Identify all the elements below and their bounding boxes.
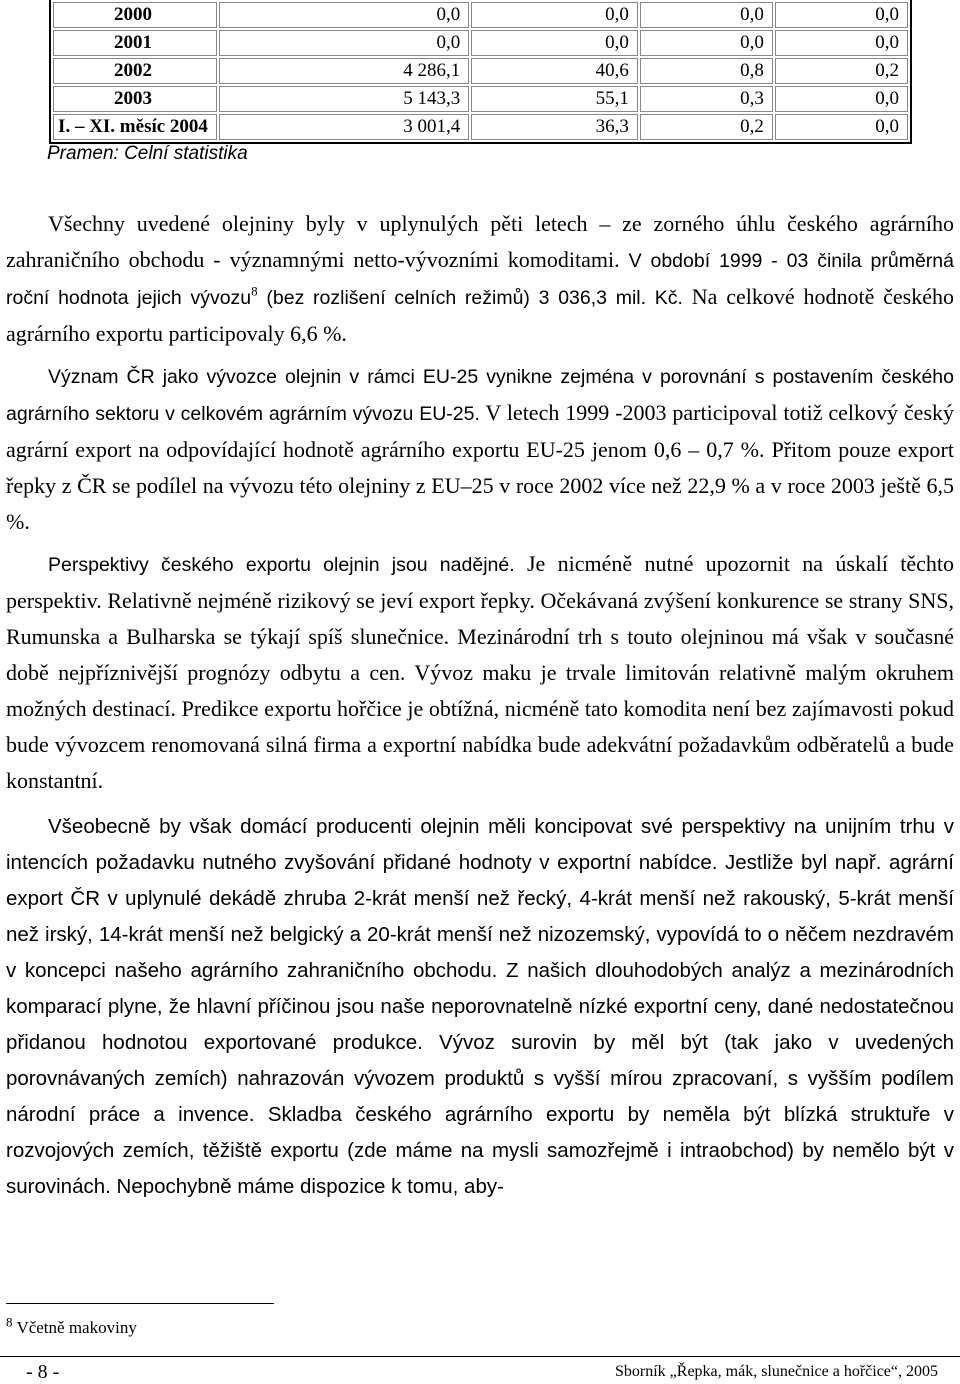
footer-title: Sborník „Řepka, mák, slunečnice a hořčice“, 2005: [615, 1363, 938, 1380]
paragraph-1: [6, 206, 954, 352]
value-cell: 0,0: [775, 30, 908, 56]
value-cell: 0,3: [640, 86, 773, 112]
export-table: [51, 0, 910, 142]
footnote: [6, 1314, 137, 1338]
value-cell: 0,0: [219, 30, 469, 56]
footnote-divider: [6, 1303, 274, 1304]
table-row: [53, 30, 908, 56]
year-cell: 2003: [53, 86, 217, 112]
table-row: [53, 2, 908, 28]
paragraph-1-part-b: V období 1999 - 03 činila průměrná roční hodnota jejich vývozu: [6, 250, 954, 309]
value-cell: 55,1: [471, 86, 638, 112]
paragraph-1-part-a: Všechny uvedené olejniny byly v uplynulých pěti letech – ze zorného úhlu českého agrárního zahraničního obchodu - významnými netto-vývozními komoditami.: [6, 211, 954, 272]
table-row: [53, 58, 908, 84]
year-cell: I. – XI. měsíc 2004: [53, 114, 217, 140]
year-cell: 2002: [53, 58, 217, 84]
value-cell: 36,3: [471, 114, 638, 140]
year-cell: 2001: [53, 30, 217, 56]
paragraph-3: [6, 546, 954, 799]
value-cell: 0,0: [640, 30, 773, 56]
footnote-ref: 8: [251, 283, 258, 299]
value-cell: 0,0: [640, 2, 773, 28]
page-number: - 8 -: [26, 1361, 60, 1383]
paragraph-1-part-d: Na celkové hodnotě českého agrárního exportu participovaly 6,6 %.: [6, 284, 955, 346]
value-cell: 0,2: [640, 114, 773, 140]
paragraph-1-part-c: (bez rozlišení celních režimů) 3 036,3 mil. Kč.: [257, 287, 683, 309]
paragraph-4: Všeobecně by však domácí producenti olejnin měli koncipovat své perspektivy na unijním trhu v intencích požadavku nutného zvyšování přidané hodnoty v exportní nabídce. Jestliže byl např. agrární export ČR v uplynulé dekádě zhruba 2-krát menší než řecký, 4-krát menší než rakouský, 5-krát menší než irský, 14-krát menší než belgický a 20-krát menší než nizozemský, vypovídá to o něčem nezdravém v koncepci našeho agrárního zahraničního obchodu. Z našich dlouhodobých analýz a mezinárodních komparací plyne, že hlavní příčinou jsou naše neporovnatelně nízké exportní ceny, dané nedostatečnou přidanou hodnotou exportované produkce. Vývoz surovin by měl být (tak jako v uvedených porovnávaných zemích) nahrazován vývozem produktů s vyšší mírou zpracovaní, s vyšším podílem národní práce a invence. Skladba českého agrárního exportu by neměla být blízká struktuře v rozvojových zemích, těžiště exportu (zde máme na mysli samozřejmě i intraobchod) by nemělo být v surovinách. Nepochybně máme dispozice k tomu, aby-: [6, 815, 954, 1198]
body-text: [6, 206, 954, 1205]
value-cell: 5 143,3: [219, 86, 469, 112]
table-source: Pramen: Celní statistika: [47, 143, 248, 164]
value-cell: 0,0: [775, 2, 908, 28]
value-cell: 0,0: [775, 114, 908, 140]
footnote-text: Včetně makoviny: [12, 1318, 137, 1337]
value-cell: 0,0: [219, 2, 469, 28]
paragraph-2-part-a: Význam ČR jako vývozce olejnin v rámci EU-25 vynikne zejména v porovnání s postavením českého agrárního sektoru v celkovém agrárním vývozu EU-25.: [6, 366, 954, 425]
value-cell: 0,8: [640, 58, 773, 84]
value-cell: 0,0: [471, 30, 638, 56]
footnote-number: 8: [6, 1314, 13, 1330]
paragraph-2: [6, 358, 954, 540]
table-row: [53, 114, 908, 140]
data-table-container: [49, 0, 912, 144]
value-cell: 0,0: [471, 2, 638, 28]
value-cell: 4 286,1: [219, 58, 469, 84]
paragraph-3-part-b: Je nicméně nutné upozornit na úskalí těchto perspektiv. Relativně nejméně rizikový se jeví export řepky. Očekávaná zvýšení konkurence se strany SNS, Rumunska a Bulharska se týkají spíš slunečnice. Mezinárodní trh s touto olejninou má však v současné době nejpříznivější prognózy odbytu a cen. Vývoz maku je trvale limitován relativně malým okruhem možných destinací. Predikce exportu hořčice je obtížná, nicméně tato komodita není bez zajímavosti pokud bude vývozcem renomovaná silná firma a exportní nabídka bude adekvátní požadavkům odběratelů a bude konstantní.: [6, 551, 955, 793]
year-cell: 2000: [53, 2, 217, 28]
table-row: [53, 86, 908, 112]
footer-divider: [0, 1356, 960, 1357]
value-cell: 0,0: [775, 86, 908, 112]
value-cell: 40,6: [471, 58, 638, 84]
paragraph-3-part-a: Perspektivy českého exportu olejnin jsou nadějné.: [48, 554, 515, 576]
value-cell: 0,2: [775, 58, 908, 84]
value-cell: 3 001,4: [219, 114, 469, 140]
paragraph-2-part-b: V letech 1999 -2003 participoval totiž celkový český agrární export na odpovídající hodnotě agrárního exportu EU-25 jenom 0,6 – 0,7 %. Přitom pouze export řepky z ČR se podílel na vývozu této olejniny z EU–25 v roce 2002 více než 22,9 % a v roce 2003 ještě 6,5 %.: [6, 400, 955, 534]
